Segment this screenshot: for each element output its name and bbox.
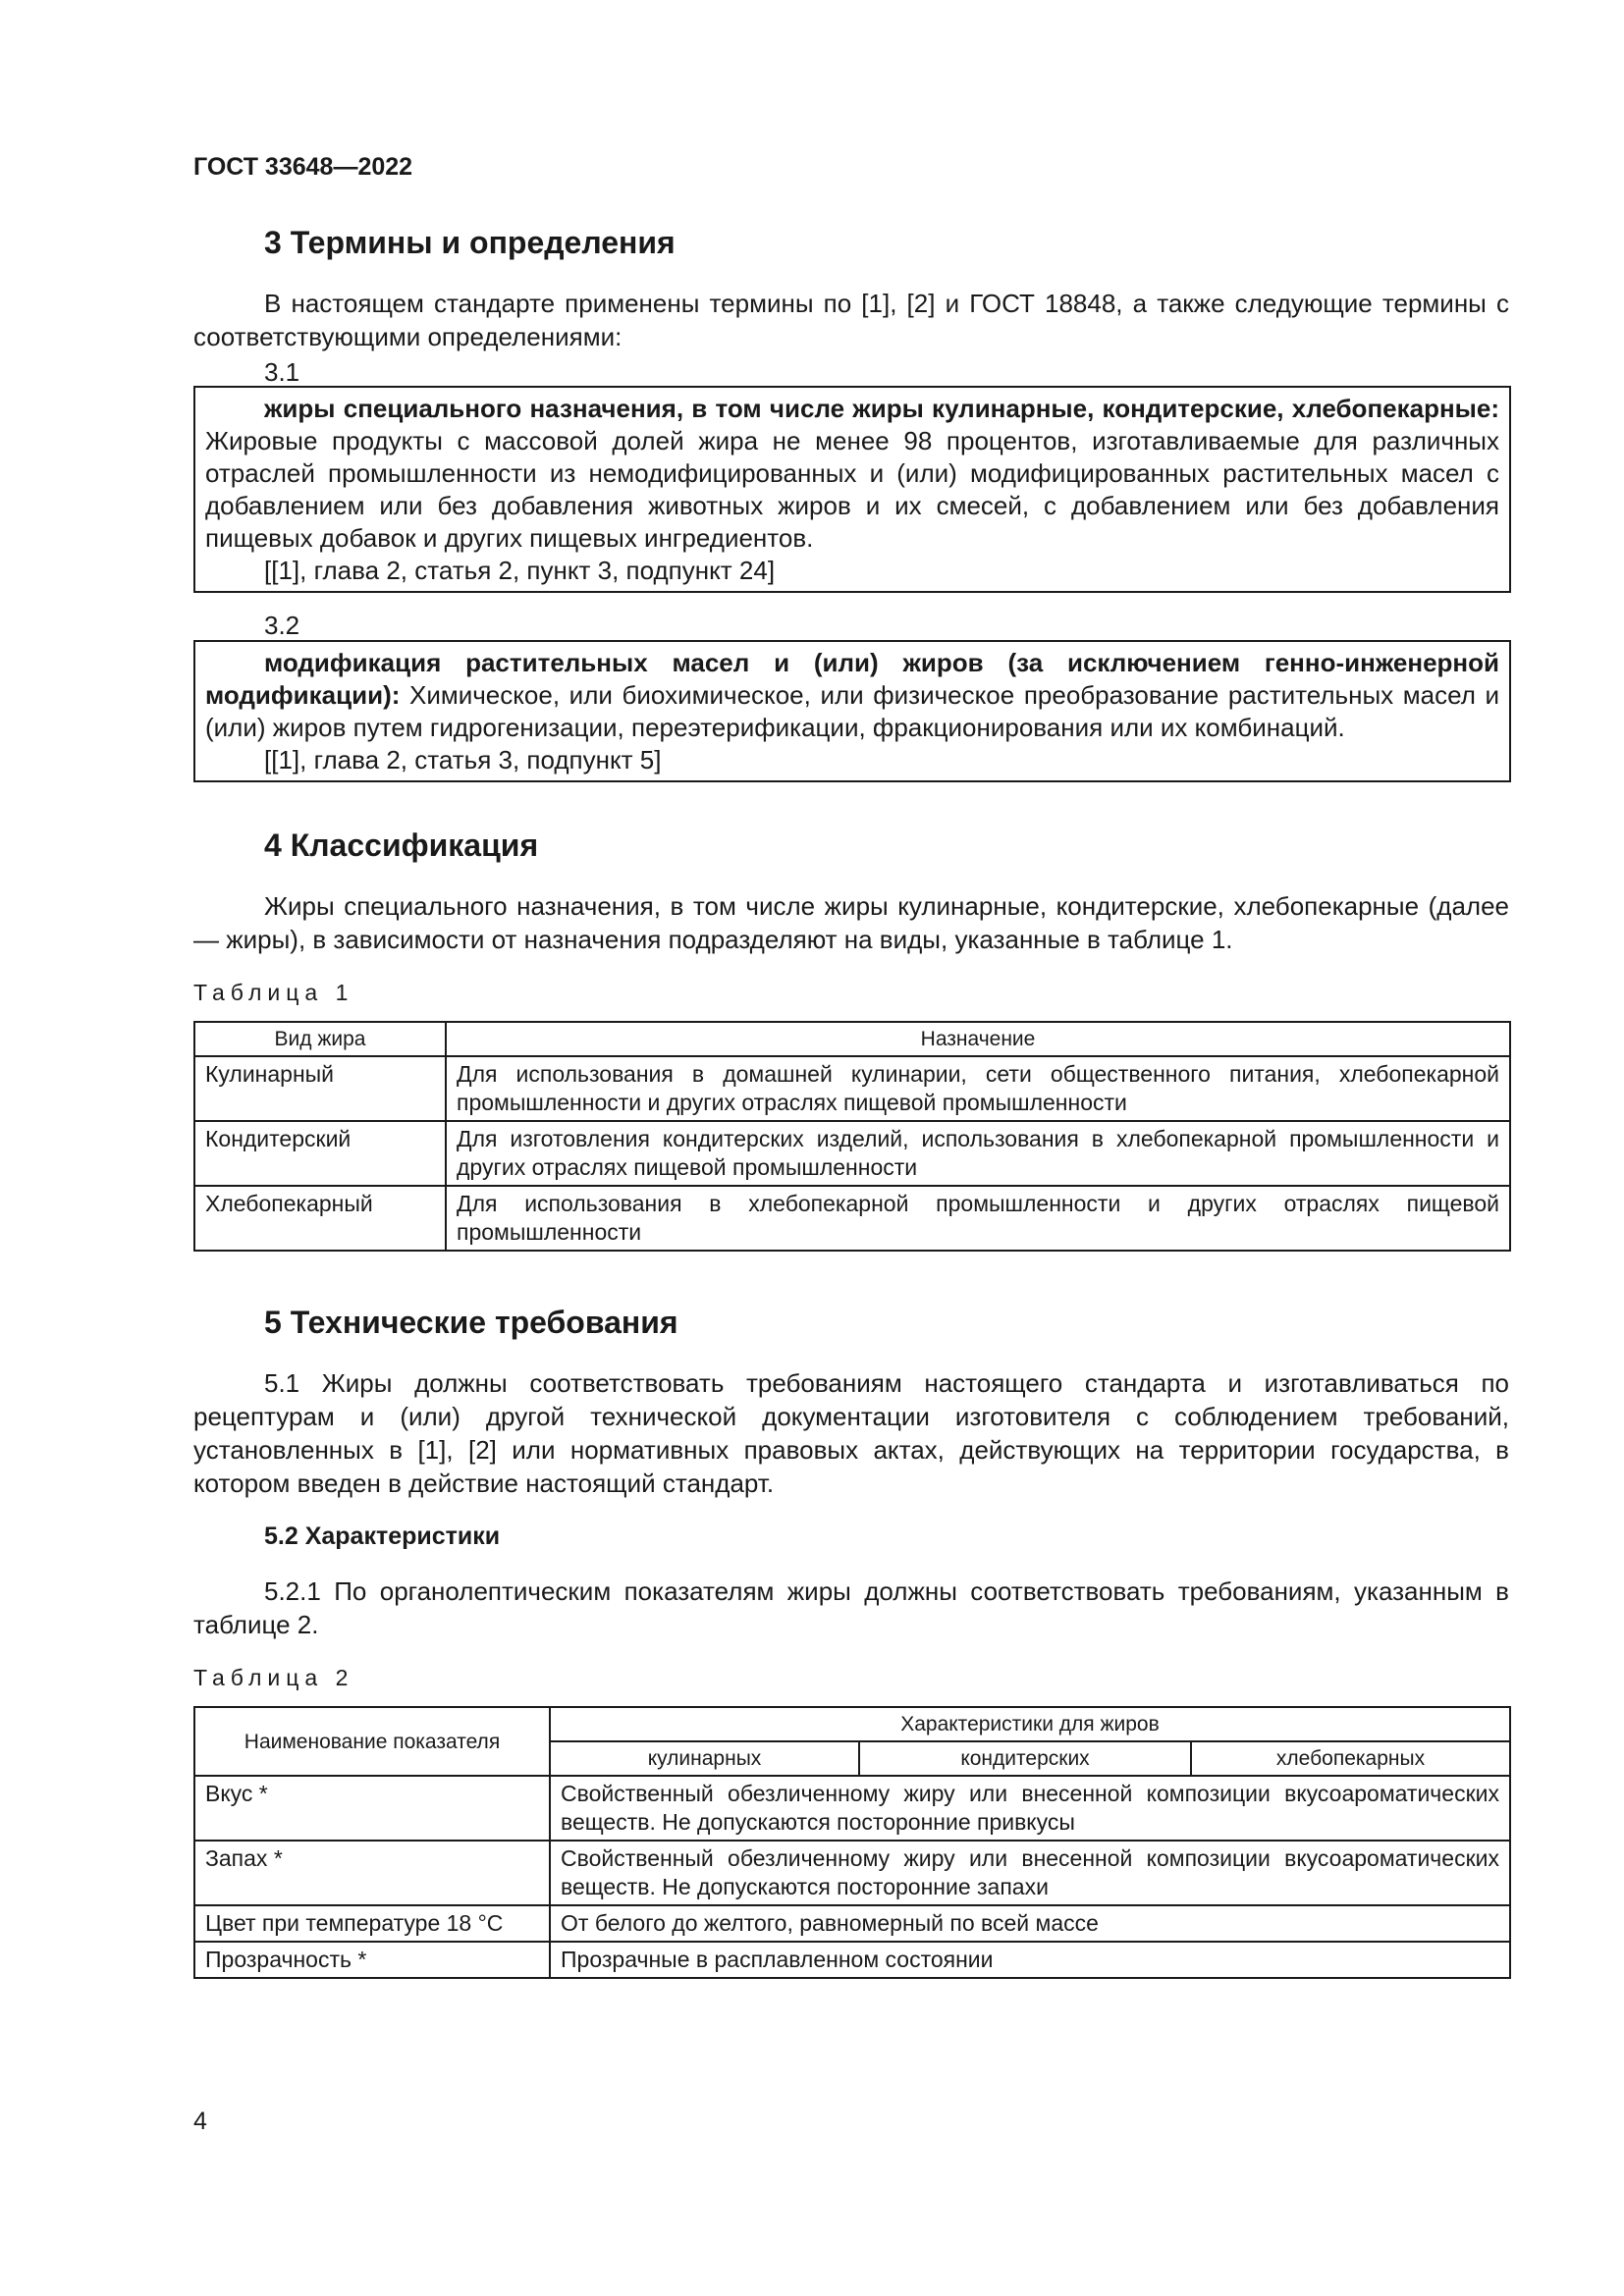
table-cell: От белого до желтого, равномерный по всей массе <box>550 1905 1510 1942</box>
table-cell: Кондитерский <box>194 1121 446 1186</box>
table-cell: Запах * <box>194 1841 550 1905</box>
table-2-header-name: Наименование показателя <box>194 1707 550 1776</box>
table-cell: Свойственный обезличенному жиру или внесенной композиции вкусоароматических веществ. Не допускаются посторонние запахи <box>550 1841 1510 1905</box>
table-header-row <box>194 1707 1510 1741</box>
section-4-title: 4 Классификация <box>264 828 539 863</box>
table-cell: Хлебопекарный <box>194 1186 446 1251</box>
table-header-row <box>194 1022 1510 1056</box>
table-row <box>194 1841 1510 1905</box>
section-3-intro: В настоящем стандарте применены термины по [1], [2] и ГОСТ 18848, а также следующие термины с соответствующими определениями: <box>193 289 1509 351</box>
table-cell: Для изготовления кондитерских изделий, использования в хлебопекарной промышленности и других отраслях пищевой промышленности <box>446 1121 1510 1186</box>
term-3-1-source: [[1], глава 2, статья 2, пункт 3, подпункт 24] <box>264 556 776 585</box>
document-header: ГОСТ 33648—2022 <box>193 153 413 181</box>
table-2 <box>193 1706 1511 1979</box>
table-row <box>194 1942 1510 1978</box>
table-cell: Для использования в домашней кулинарии, сети общественного питания, хлебопекарной промышленности и других отраслях пищевой промышленности <box>446 1056 1510 1121</box>
section-4-text: Жиры специального назначения, в том числе жиры кулинарные, кондитерские, хлебопекарные (далее — жиры), в зависимости от назначения подразделяют на виды, указанные в таблице 1. <box>193 891 1509 954</box>
table-row <box>194 1056 1510 1121</box>
table-cell: Прозрачные в расплавленном состоянии <box>550 1942 1510 1978</box>
table-2-header-bakery: хлебопекарных <box>1191 1741 1510 1776</box>
table-2-header-group: Характеристики для жиров <box>550 1707 1510 1741</box>
section-5-title: 5 Технические требования <box>264 1305 678 1340</box>
term-3-1-body <box>205 393 1499 555</box>
term-3-2-definition: Химическое, или биохимическое, или физическое преобразование растительных масел и (или) жиров путем гидрогенизации, переэтерификации, фракционирования или их комбинаций. <box>205 680 1499 742</box>
term-3-2-body <box>205 647 1499 744</box>
term-3-1-name: жиры специального назначения, в том числе жиры кулинарные, кондитерские, хлебопекарные: <box>264 394 1499 423</box>
table-cell: Прозрачность * <box>194 1942 550 1978</box>
term-3-2-name: модификация растительных масел и (или) жиров (за исключением генно-инженерной модификации): <box>205 648 1499 710</box>
term-3-2-box <box>193 640 1511 782</box>
table-1-caption: Таблица 1 <box>193 980 354 1005</box>
page-number: 4 <box>193 2108 207 2135</box>
table-cell: Свойственный обезличенному жиру или внесенной композиции вкусоароматических веществ. Не допускаются посторонние привкусы <box>550 1776 1510 1841</box>
term-3-1-box <box>193 386 1511 593</box>
term-3-1-number: 3.1 <box>264 357 300 387</box>
table-2-caption: Таблица 2 <box>193 1665 354 1690</box>
term-3-1-definition: Жировые продукты с массовой долей жира не менее 98 процентов, изготавливаемые для различных отраслей промышленности из немодифицированных и (или) модифицированных растительных масел с добавлением или без добавления животных жиров и их смесей, с добавлением или без добавления пищевых добавок и других пищевых ингредиентов. <box>205 426 1499 553</box>
table-1-header-purpose: Назначение <box>446 1022 1510 1056</box>
table-cell: Цвет при температуре 18 °С <box>194 1905 550 1942</box>
table-cell: Кулинарный <box>194 1056 446 1121</box>
section-3-title: 3 Термины и определения <box>264 225 676 260</box>
subsection-5-2-title: 5.2 Характеристики <box>264 1522 501 1550</box>
paragraph-5-2-1: 5.2.1 По органолептическим показателям жиры должны соответствовать требованиям, указанным в таблице 2. <box>193 1576 1509 1639</box>
term-3-2-source: [[1], глава 2, статья 3, подпункт 5] <box>264 745 662 774</box>
table-2-header-culinary: кулинарных <box>550 1741 859 1776</box>
table-row <box>194 1905 1510 1942</box>
table-2-header-confectionery: кондитерских <box>859 1741 1191 1776</box>
table-row <box>194 1121 1510 1186</box>
paragraph-5-1: 5.1 Жиры должны соответствовать требованиям настоящего стандарта и изготавливаться по рецептурам и (или) другой технической документации изготовителя с соблюдением требований, установленных в [1], [2] или нормативных правовых актах, действующих на территории государства, в котором введен в действие настоящий стандарт. <box>193 1368 1509 1498</box>
table-cell: Для использования в хлебопекарной промышленности и других отраслях пищевой промышленности <box>446 1186 1510 1251</box>
table-row <box>194 1776 1510 1841</box>
table-cell: Вкус * <box>194 1776 550 1841</box>
term-3-2-number: 3.2 <box>264 611 300 640</box>
table-1 <box>193 1021 1511 1252</box>
table-1-header-type: Вид жира <box>194 1022 446 1056</box>
table-row <box>194 1186 1510 1251</box>
